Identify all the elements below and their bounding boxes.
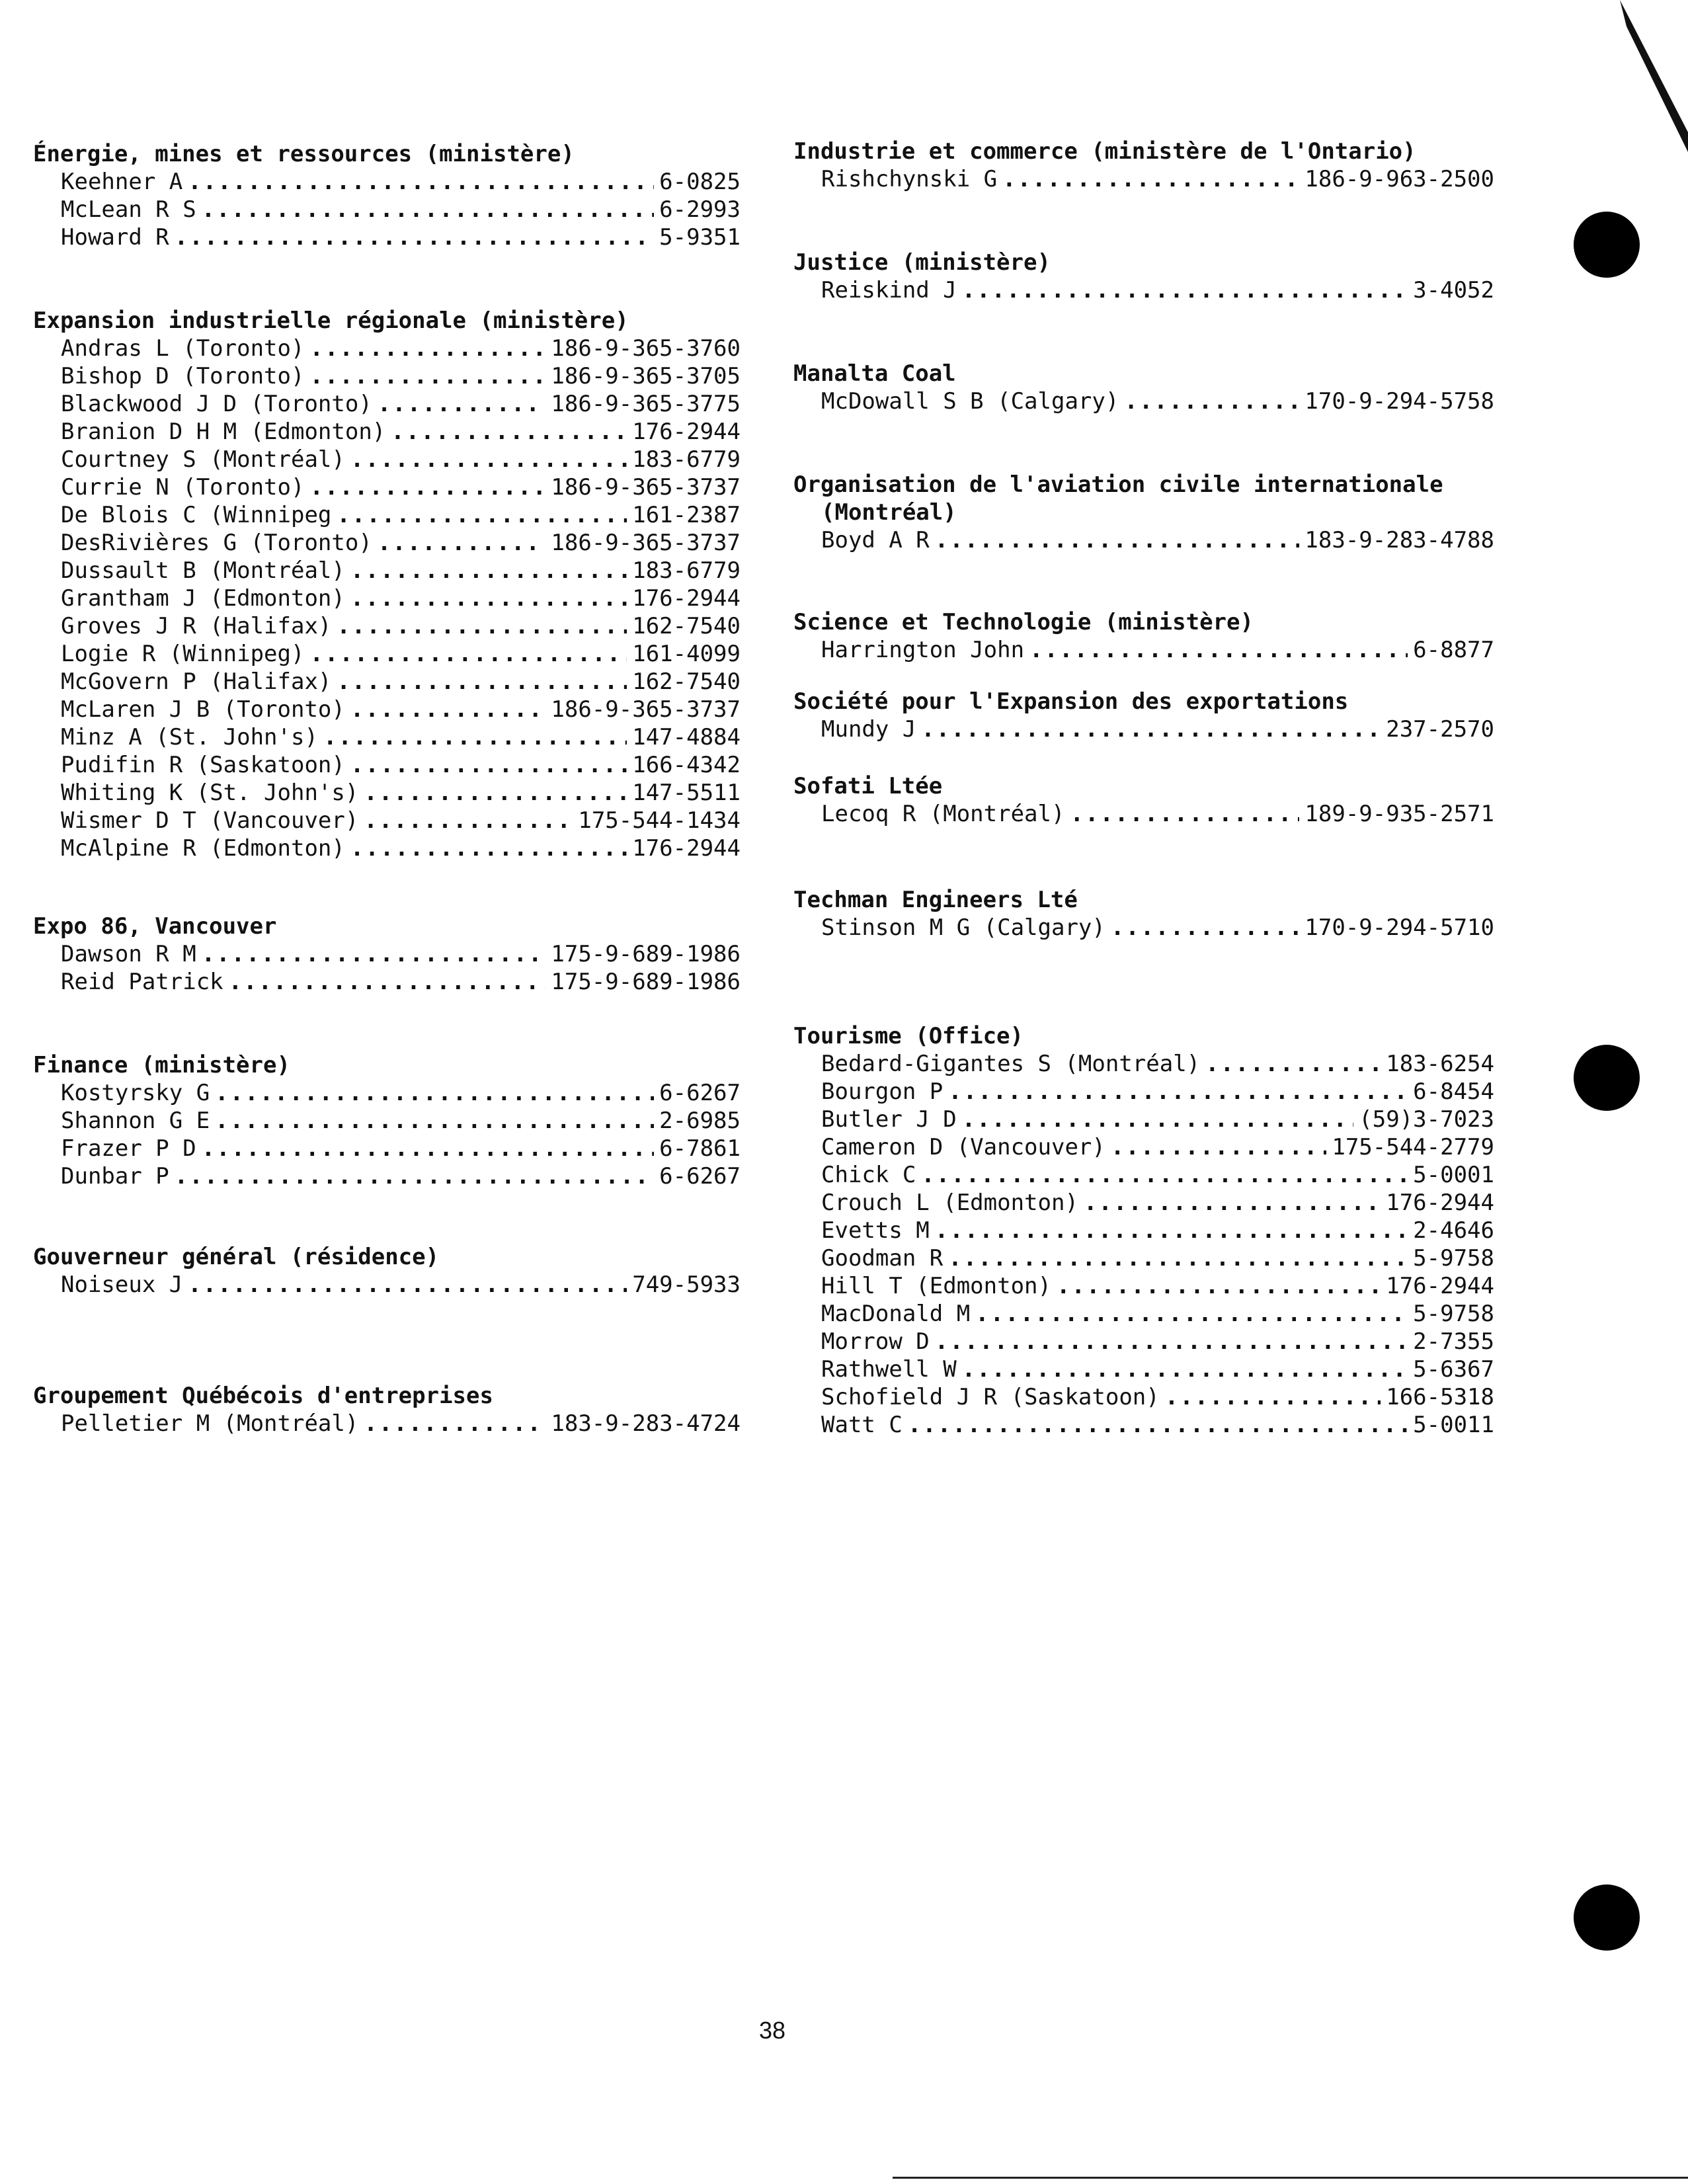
dot-leader bbox=[975, 1300, 1408, 1328]
section-heading: Gouverneur général (résidence) bbox=[33, 1244, 440, 1270]
entry-phone: 183-6779 bbox=[632, 446, 741, 473]
directory-entry bbox=[33, 1410, 741, 1437]
entry-name: Dunbar P bbox=[61, 1163, 169, 1190]
entry-phone: 5-9758 bbox=[1413, 1301, 1494, 1327]
dot-leader bbox=[215, 1079, 654, 1107]
dot-leader bbox=[350, 696, 546, 723]
entry-name: Chick C bbox=[821, 1162, 916, 1188]
section-heading: Techman Engineers Lté bbox=[793, 887, 1078, 913]
scan-corner-mark bbox=[1613, 0, 1688, 152]
entry-phone: 183-6254 bbox=[1386, 1051, 1494, 1077]
dot-leader bbox=[1111, 914, 1300, 942]
dot-leader bbox=[309, 362, 545, 390]
entry-name: Boyd A R bbox=[821, 527, 930, 553]
directory-entry bbox=[33, 668, 741, 696]
page-number: 38 bbox=[759, 2017, 786, 2044]
directory-section bbox=[33, 140, 741, 251]
dot-leader bbox=[323, 723, 627, 751]
entry-name: Dussault B (Montréal) bbox=[61, 557, 345, 584]
dot-leader bbox=[1111, 1133, 1326, 1161]
dot-leader bbox=[202, 940, 546, 968]
entry-phone: 5-9351 bbox=[659, 224, 741, 251]
entry-name: Watt C bbox=[821, 1412, 903, 1438]
entry-phone: 186-9-365-3705 bbox=[551, 363, 741, 389]
entry-name: Bishop D (Toronto) bbox=[61, 363, 305, 389]
entry-name: Evetts M bbox=[821, 1217, 930, 1244]
directory-entry bbox=[793, 1161, 1494, 1189]
entry-name: Shannon G E bbox=[61, 1108, 210, 1134]
directory-entry bbox=[793, 914, 1494, 942]
directory-section bbox=[793, 360, 1494, 415]
directory-entry bbox=[33, 223, 741, 251]
directory-section bbox=[793, 249, 1494, 304]
section-heading: Énergie, mines et ressources (ministère) bbox=[33, 141, 575, 167]
entry-name: Crouch L (Edmonton) bbox=[821, 1190, 1078, 1216]
directory-entry bbox=[33, 612, 741, 640]
entry-phone: 6-8454 bbox=[1413, 1078, 1494, 1105]
section-heading: Sofati Ltée bbox=[793, 773, 943, 799]
section-heading: Expansion industrielle régionale (ministère) bbox=[33, 307, 629, 334]
directory-entry bbox=[33, 473, 741, 501]
dot-leader bbox=[935, 526, 1300, 554]
dot-leader bbox=[948, 1078, 1408, 1106]
entry-phone: 5-6367 bbox=[1413, 1356, 1494, 1383]
entry-phone: 176-2944 bbox=[1386, 1273, 1494, 1299]
dot-leader bbox=[350, 557, 627, 585]
entry-phone: 162-7540 bbox=[632, 668, 741, 695]
entry-name: Grantham J (Edmonton) bbox=[61, 585, 345, 612]
directory-section bbox=[793, 772, 1494, 828]
entry-name: Branion D H M (Edmonton) bbox=[61, 419, 386, 445]
entry-name: Logie R (Winnipeg) bbox=[61, 641, 305, 667]
directory-entry bbox=[33, 751, 741, 779]
section-heading: Organisation de l'aviation civile internationale bbox=[793, 471, 1443, 498]
dot-leader bbox=[1070, 800, 1299, 828]
directory-section bbox=[33, 912, 741, 996]
dot-leader bbox=[309, 335, 545, 362]
entry-phone: 183-9-283-4724 bbox=[551, 1410, 741, 1437]
directory-entry bbox=[33, 1107, 741, 1135]
entry-phone: 189-9-935-2571 bbox=[1305, 801, 1494, 827]
entry-name: Butler J D bbox=[821, 1106, 957, 1133]
entry-name: Lecoq R (Montréal) bbox=[821, 801, 1065, 827]
section-heading: Manalta Coal bbox=[793, 360, 956, 387]
directory-section bbox=[793, 1022, 1494, 1439]
dot-leader bbox=[962, 1106, 1354, 1133]
directory-entry bbox=[33, 940, 741, 968]
entry-phone: 147-4884 bbox=[632, 724, 741, 750]
entry-name: Courtney S (Montréal) bbox=[61, 446, 345, 473]
dot-leader bbox=[1124, 387, 1299, 415]
dot-leader bbox=[948, 1244, 1408, 1272]
entry-name: Noiseux J bbox=[61, 1272, 183, 1298]
directory-entry bbox=[33, 418, 741, 446]
directory-entry bbox=[33, 585, 741, 612]
dot-leader bbox=[935, 1328, 1408, 1355]
directory-entry bbox=[33, 1162, 741, 1190]
entry-phone: 6-0825 bbox=[659, 169, 741, 195]
entry-name: Bourgon P bbox=[821, 1078, 944, 1105]
entry-phone: (59)3-7023 bbox=[1359, 1106, 1494, 1133]
entry-phone: 6-6267 bbox=[659, 1163, 741, 1190]
entry-phone: 186-9-365-3737 bbox=[551, 696, 741, 723]
entry-name: Goodman R bbox=[821, 1245, 944, 1272]
entry-phone: 5-0011 bbox=[1413, 1412, 1494, 1438]
dot-leader bbox=[908, 1411, 1408, 1439]
directory-entry bbox=[33, 196, 741, 223]
directory-entry bbox=[793, 1244, 1494, 1272]
directory-entry bbox=[33, 390, 741, 418]
dot-leader bbox=[337, 612, 627, 640]
entry-name: MacDonald M bbox=[821, 1301, 971, 1327]
directory-section bbox=[793, 688, 1494, 743]
section-heading: Industrie et commerce (ministère de l'Ontario) bbox=[793, 138, 1416, 165]
dot-leader bbox=[921, 715, 1381, 743]
entry-name: Keehner A bbox=[61, 169, 183, 195]
entry-phone: 176-2944 bbox=[632, 419, 741, 445]
dot-leader bbox=[350, 585, 627, 612]
directory-section bbox=[33, 1382, 741, 1437]
entry-name: Pelletier M (Montréal) bbox=[61, 1410, 359, 1437]
entry-phone: 175-9-689-1986 bbox=[551, 969, 741, 995]
dot-leader bbox=[202, 196, 654, 223]
directory-entry bbox=[33, 501, 741, 529]
directory-entry bbox=[793, 1300, 1494, 1328]
entry-name: Dawson R M bbox=[61, 941, 196, 967]
dot-leader bbox=[309, 640, 627, 668]
dot-leader bbox=[1205, 1050, 1381, 1078]
entry-phone: 147-5511 bbox=[632, 780, 741, 806]
directory-section bbox=[33, 307, 741, 862]
entry-phone: 162-7540 bbox=[632, 613, 741, 639]
entry-name: Rishchynski G bbox=[821, 166, 998, 192]
entry-name: Stinson M G (Calgary) bbox=[821, 914, 1105, 941]
bottom-rule bbox=[893, 2177, 1688, 2179]
dot-leader bbox=[378, 529, 546, 557]
entry-name: Hill T (Edmonton) bbox=[821, 1273, 1051, 1299]
entry-phone: 166-5318 bbox=[1386, 1384, 1494, 1410]
entry-phone: 3-4052 bbox=[1413, 277, 1494, 303]
directory-section bbox=[793, 608, 1494, 664]
section-heading: Groupement Québécois d'entreprises bbox=[33, 1383, 493, 1409]
section-heading: Société pour l'Expansion des exportations bbox=[793, 688, 1349, 715]
entry-name: McDowall S B (Calgary) bbox=[821, 388, 1119, 415]
dot-leader bbox=[188, 168, 654, 196]
entry-name: Wismer D T (Vancouver) bbox=[61, 807, 359, 834]
entry-phone: 183-9-283-4788 bbox=[1305, 527, 1494, 553]
dot-leader bbox=[921, 1161, 1408, 1189]
directory-entry bbox=[33, 640, 741, 668]
entry-name: Bedard-Gigantes S (Montréal) bbox=[821, 1051, 1201, 1077]
entry-name: McGovern P (Halifax) bbox=[61, 668, 332, 695]
dot-leader bbox=[337, 668, 627, 696]
directory-entry bbox=[793, 387, 1494, 415]
directory-section bbox=[793, 471, 1494, 554]
entry-name: Reid Patrick bbox=[61, 969, 223, 995]
directory-entry bbox=[33, 968, 741, 996]
entry-name: Rathwell W bbox=[821, 1356, 957, 1383]
section-heading: Science et Technologie (ministère) bbox=[793, 609, 1254, 635]
dot-leader bbox=[337, 501, 627, 529]
entry-name: Blackwood J D (Toronto) bbox=[61, 391, 372, 417]
dot-leader bbox=[175, 223, 654, 251]
dot-leader bbox=[1057, 1272, 1381, 1300]
directory-entry bbox=[793, 1355, 1494, 1383]
punch-hole bbox=[1574, 1884, 1640, 1951]
entry-phone: 6-6267 bbox=[659, 1080, 741, 1106]
directory-entry bbox=[33, 335, 741, 362]
entry-name: Minz A (St. John's) bbox=[61, 724, 318, 750]
dot-leader bbox=[350, 834, 627, 862]
dot-leader bbox=[175, 1162, 654, 1190]
dot-leader bbox=[1002, 165, 1299, 193]
directory-entry bbox=[793, 276, 1494, 304]
entry-phone: 2-4646 bbox=[1413, 1217, 1494, 1244]
directory-entry bbox=[793, 1272, 1494, 1300]
directory-entry bbox=[33, 807, 741, 834]
directory-entry bbox=[793, 1411, 1494, 1439]
entry-name: Howard R bbox=[61, 224, 169, 251]
dot-leader bbox=[202, 1135, 654, 1162]
dot-leader bbox=[350, 446, 627, 473]
directory-entry bbox=[793, 1189, 1494, 1217]
entry-name: Harrington John bbox=[821, 637, 1025, 663]
dot-leader bbox=[1165, 1383, 1381, 1411]
section-heading: Tourisme (Office) bbox=[793, 1023, 1024, 1049]
entry-name: McAlpine R (Edmonton) bbox=[61, 835, 345, 862]
entry-phone: 6-2993 bbox=[659, 196, 741, 223]
dot-leader bbox=[215, 1107, 654, 1135]
dot-leader bbox=[364, 779, 627, 807]
entry-name: Pudifin R (Saskatoon) bbox=[61, 752, 345, 778]
section-heading: Justice (ministère) bbox=[793, 249, 1051, 276]
entry-phone: 186-9-365-3760 bbox=[551, 335, 741, 362]
entry-phone: 5-0001 bbox=[1413, 1162, 1494, 1188]
entry-phone: 161-4099 bbox=[632, 641, 741, 667]
entry-phone: 6-7861 bbox=[659, 1135, 741, 1162]
directory-entry bbox=[793, 526, 1494, 554]
dot-leader bbox=[962, 1355, 1408, 1383]
entry-phone: 175-544-1434 bbox=[578, 807, 741, 834]
entry-phone: 186-9-365-3737 bbox=[551, 474, 741, 501]
directory-entry bbox=[33, 779, 741, 807]
entry-phone: 2-7355 bbox=[1413, 1328, 1494, 1355]
section-heading: Finance (ministère) bbox=[33, 1052, 290, 1078]
directory-entry bbox=[33, 557, 741, 585]
entry-phone: 749-5933 bbox=[632, 1272, 741, 1298]
dot-leader bbox=[378, 390, 546, 418]
entry-phone: 170-9-294-5710 bbox=[1305, 914, 1494, 941]
entry-name: DesRivières G (Toronto) bbox=[61, 530, 372, 556]
entry-name: Reiskind J bbox=[821, 277, 957, 303]
entry-phone: 166-4342 bbox=[632, 752, 741, 778]
punch-hole bbox=[1574, 1045, 1640, 1111]
entry-phone: 183-6779 bbox=[632, 557, 741, 584]
dot-leader bbox=[1084, 1189, 1381, 1217]
directory-entry bbox=[793, 1078, 1494, 1106]
directory-section bbox=[33, 1243, 741, 1299]
directory-entry bbox=[793, 1133, 1494, 1161]
dot-leader bbox=[364, 1410, 545, 1437]
entry-phone: 5-9758 bbox=[1413, 1245, 1494, 1272]
directory-entry bbox=[793, 1106, 1494, 1133]
entry-name: De Blois C (Winnipeg bbox=[61, 502, 332, 528]
section-heading: Expo 86, Vancouver bbox=[33, 913, 277, 940]
entry-name: Cameron D (Vancouver) bbox=[821, 1134, 1105, 1160]
entry-phone: 176-2944 bbox=[1386, 1190, 1494, 1216]
section-subheading: (Montréal) bbox=[821, 499, 957, 526]
directory-entry bbox=[33, 834, 741, 862]
dot-leader bbox=[391, 418, 627, 446]
directory-entry bbox=[33, 1271, 741, 1299]
dot-leader bbox=[309, 473, 545, 501]
entry-phone: 6-8877 bbox=[1413, 637, 1494, 663]
entry-name: Schofield J R (Saskatoon) bbox=[821, 1384, 1160, 1410]
punch-hole bbox=[1574, 212, 1640, 278]
directory-section bbox=[793, 886, 1494, 942]
entry-name: Mundy J bbox=[821, 716, 916, 743]
directory-entry bbox=[793, 1050, 1494, 1078]
entry-name: Frazer P D bbox=[61, 1135, 196, 1162]
directory-entry bbox=[33, 529, 741, 557]
entry-phone: 186-9-365-3775 bbox=[551, 391, 741, 417]
dot-leader bbox=[962, 276, 1408, 304]
entry-name: McLaren J B (Toronto) bbox=[61, 696, 345, 723]
entry-phone: 176-2944 bbox=[632, 835, 741, 862]
entry-phone: 186-9-963-2500 bbox=[1305, 166, 1494, 192]
entry-name: McLean R S bbox=[61, 196, 196, 223]
directory-section bbox=[793, 138, 1494, 193]
entry-phone: 237-2570 bbox=[1386, 716, 1494, 743]
entry-name: Kostyrsky G bbox=[61, 1080, 210, 1106]
directory-section bbox=[33, 1051, 741, 1190]
directory-entry bbox=[33, 1135, 741, 1162]
entry-name: Andras L (Toronto) bbox=[61, 335, 305, 362]
directory-entry bbox=[33, 723, 741, 751]
entry-name: Currie N (Toronto) bbox=[61, 474, 305, 501]
directory-entry bbox=[793, 165, 1494, 193]
dot-leader bbox=[350, 751, 627, 779]
entry-name: Morrow D bbox=[821, 1328, 930, 1355]
directory-entry bbox=[793, 1383, 1494, 1411]
directory-entry bbox=[33, 1079, 741, 1107]
entry-phone: 176-2944 bbox=[632, 585, 741, 612]
directory-entry bbox=[793, 1217, 1494, 1244]
entry-name: Whiting K (St. John's) bbox=[61, 780, 359, 806]
dot-leader bbox=[364, 807, 573, 834]
directory-entry bbox=[33, 362, 741, 390]
directory-entry bbox=[33, 168, 741, 196]
dot-leader bbox=[1029, 636, 1408, 664]
entry-phone: 186-9-365-3737 bbox=[551, 530, 741, 556]
entry-name: Groves J R (Halifax) bbox=[61, 613, 332, 639]
entry-phone: 175-544-2779 bbox=[1332, 1134, 1494, 1160]
directory-entry bbox=[793, 1328, 1494, 1355]
entry-phone: 175-9-689-1986 bbox=[551, 941, 741, 967]
directory-entry bbox=[793, 800, 1494, 828]
entry-phone: 161-2387 bbox=[632, 502, 741, 528]
directory-entry bbox=[33, 696, 741, 723]
dot-leader bbox=[935, 1217, 1408, 1244]
entry-phone: 170-9-294-5758 bbox=[1305, 388, 1494, 415]
directory-entry bbox=[33, 446, 741, 473]
directory-entry bbox=[793, 715, 1494, 743]
dot-leader bbox=[188, 1271, 627, 1299]
directory-entry bbox=[793, 636, 1494, 664]
dot-leader bbox=[229, 968, 546, 996]
entry-phone: 2-6985 bbox=[659, 1108, 741, 1134]
